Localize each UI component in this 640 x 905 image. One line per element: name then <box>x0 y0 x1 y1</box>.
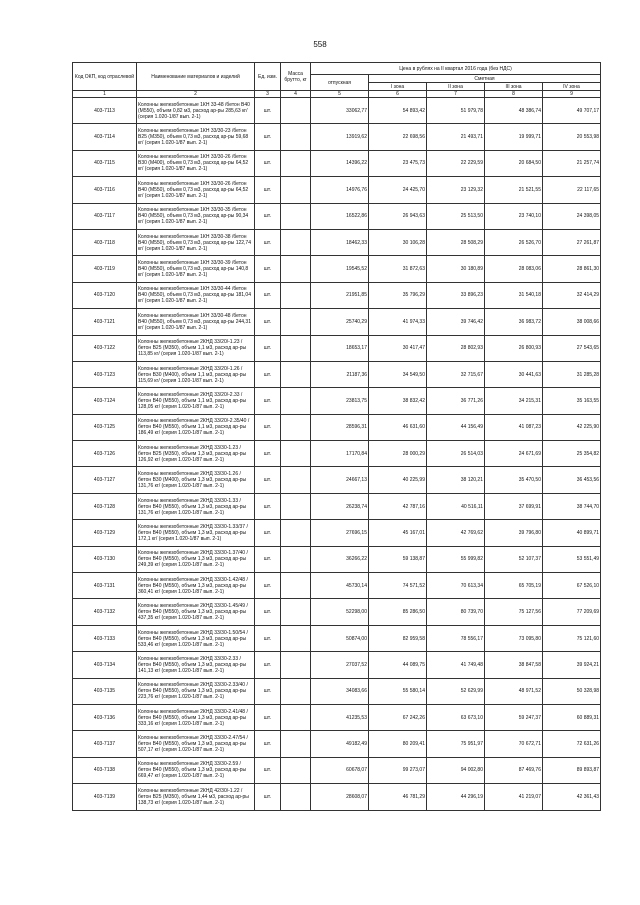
zone-4-price-cell: 36 453,56 <box>543 467 601 493</box>
unit-cell: шт. <box>255 625 281 651</box>
zone-3-price-cell: 28 083,06 <box>485 256 543 282</box>
material-name-cell: Колонны железобетонные 2КНД 33/30-2.33 /бетон В40 (М550), объем 1,3 м3, расход ар-ры 141,13 кг/ (серия 1.020-1/87 вып. 2-1) <box>137 652 255 678</box>
header-zone-1: I зона <box>369 83 427 91</box>
zone-3-price-cell: 48 971,52 <box>485 678 543 704</box>
material-name-cell: Колонны железобетонные 2КНД 33/30-1.33/37 /бетон В40 (М550), объем 1,3 м3, расход ар-ры 172,1 кг/ (серия 1.020-1/87 вып. 2-1) <box>137 520 255 546</box>
material-name-cell: Колонны железобетонные 1КН 33/30-38 /бетон В40 (М550), объем 0,73 м3, расход ар-ры 122,74 кг/ (серия 1.020-1/87 вып. 2-1) <box>137 229 255 255</box>
zone-1-price-cell: 59 138,87 <box>369 546 427 572</box>
material-name-cell: Колонны железобетонные 2КНД 33/30-1.50/54 /бетон В40 (М550), объем 1,3 м3, расход ар-ры 533,46 кг/ (серия 1.020-1/87 вып. 2-1) <box>137 625 255 651</box>
unit-cell: шт. <box>255 229 281 255</box>
price-table <box>72 62 601 811</box>
zone-4-price-cell: 28 861,30 <box>543 256 601 282</box>
zone-2-price-cell: 78 556,17 <box>427 625 485 651</box>
zone-4-price-cell: 24 398,05 <box>543 203 601 229</box>
zone-4-price-cell: 67 526,10 <box>543 573 601 599</box>
zone-4-price-cell: 42 361,43 <box>543 784 601 810</box>
unit-cell: шт. <box>255 678 281 704</box>
zone-1-price-cell: 85 286,50 <box>369 599 427 625</box>
table-row <box>73 388 601 414</box>
zone-1-price-cell: 46 781,29 <box>369 784 427 810</box>
zone-3-price-cell: 24 671,69 <box>485 441 543 467</box>
zone-1-price-cell: 28 000,29 <box>369 441 427 467</box>
zone-1-price-cell: 22 698,56 <box>369 124 427 150</box>
column-number: 8 <box>485 91 543 98</box>
zone-2-price-cell: 28 508,29 <box>427 229 485 255</box>
table-row <box>73 229 601 255</box>
okp-code-cell: 403-7130 <box>73 546 137 572</box>
zone-4-price-cell: 22 117,65 <box>543 177 601 203</box>
unit-cell: шт. <box>255 150 281 176</box>
material-name-cell: Колонны железобетонные 1КН 33/30-48 /бетон В40 (М550), объем 0,73 м3, расход ар-ры 244,31 кг/ (серия 1.020-1/87 вып. 2-1) <box>137 309 255 335</box>
header-price-title: Цена в рублях на II квартал 2016 года (без НДС) <box>311 63 601 75</box>
okp-code-cell: 403-7121 <box>73 309 137 335</box>
table-row <box>73 493 601 519</box>
zone-1-price-cell: 26 943,63 <box>369 203 427 229</box>
table-row <box>73 599 601 625</box>
material-name-cell: Колонны железобетонные 2КНД 33/20/-2.35/40 /бетон В40 (М550), объем 1,1 м3, расход ар-ры 186,49 кг/ (серия 1.020-1/87 вып. 2-1) <box>137 414 255 440</box>
header-zone-2: II зона <box>427 83 485 91</box>
release-price-cell: 45730,14 <box>311 573 369 599</box>
zone-2-price-cell: 33 896,23 <box>427 282 485 308</box>
material-name-cell: Колонны железобетонные 2КНД 33/20/-1.23 /бетон В25 (М350), объем 1,1 м3, расход ар-ры 113,85 кг/ (серия 1.020-1/87 вып. 2-1) <box>137 335 255 361</box>
mass-cell <box>281 441 311 467</box>
zone-3-price-cell: 39 796,80 <box>485 520 543 546</box>
header-mass: Масса брутто, кг <box>281 63 311 91</box>
okp-code-cell: 403-7127 <box>73 467 137 493</box>
zone-3-price-cell: 70 672,71 <box>485 731 543 757</box>
zone-1-price-cell: 35 796,29 <box>369 282 427 308</box>
release-price-cell: 41235,53 <box>311 704 369 730</box>
table-row <box>73 335 601 361</box>
zone-4-price-cell: 40 899,71 <box>543 520 601 546</box>
zone-3-price-cell: 26 526,70 <box>485 229 543 255</box>
table-row <box>73 309 601 335</box>
unit-cell: шт. <box>255 599 281 625</box>
mass-cell <box>281 388 311 414</box>
zone-1-price-cell: 55 580,14 <box>369 678 427 704</box>
okp-code-cell: 403-7137 <box>73 731 137 757</box>
mass-cell <box>281 546 311 572</box>
mass-cell <box>281 150 311 176</box>
zone-1-price-cell: 44 089,75 <box>369 652 427 678</box>
zone-1-price-cell: 30 106,28 <box>369 229 427 255</box>
zone-1-price-cell: 24 425,70 <box>369 177 427 203</box>
zone-4-price-cell: 39 924,21 <box>543 652 601 678</box>
table-row <box>73 361 601 387</box>
release-price-cell: 27696,15 <box>311 520 369 546</box>
page-number: 558 <box>313 40 327 49</box>
zone-2-price-cell: 22 229,59 <box>427 150 485 176</box>
unit-cell: шт. <box>255 177 281 203</box>
unit-cell: шт. <box>255 467 281 493</box>
release-price-cell: 34083,66 <box>311 678 369 704</box>
okp-code-cell: 403-7123 <box>73 361 137 387</box>
material-name-cell: Колонны железобетонные 1КН 33/30-35 /бетон В40 (М550), объем 0,73 м3, расход ар-ры 90,34 кг/ (серия 1.020-1/87 вып. 2-1) <box>137 203 255 229</box>
table-row <box>73 203 601 229</box>
zone-2-price-cell: 36 771,26 <box>427 388 485 414</box>
okp-code-cell: 403-7114 <box>73 124 137 150</box>
zone-2-price-cell: 44 156,49 <box>427 414 485 440</box>
release-price-cell: 16522,86 <box>311 203 369 229</box>
column-number: 3 <box>255 91 281 98</box>
mass-cell <box>281 731 311 757</box>
okp-code-cell: 403-7119 <box>73 256 137 282</box>
zone-2-price-cell: 94 002,80 <box>427 757 485 783</box>
mass-cell <box>281 625 311 651</box>
header-release: отпускная <box>311 75 369 91</box>
okp-code-cell: 403-7138 <box>73 757 137 783</box>
mass-cell <box>281 229 311 255</box>
okp-code-cell: 403-7120 <box>73 282 137 308</box>
mass-cell <box>281 335 311 361</box>
material-name-cell: Колонны железобетонные 2КНД 33/30-1.26 /бетон В30 (М400), объем 1,3 м3, расход ар-ры 131,76 кг/ (серия 1.020-1/87 вып. 2-1) <box>137 467 255 493</box>
release-price-cell: 18653,17 <box>311 335 369 361</box>
zone-3-price-cell: 23 740,10 <box>485 203 543 229</box>
okp-code-cell: 403-7126 <box>73 441 137 467</box>
zone-1-price-cell: 45 167,01 <box>369 520 427 546</box>
zone-3-price-cell: 20 684,50 <box>485 150 543 176</box>
release-price-cell: 52298,00 <box>311 599 369 625</box>
zone-2-price-cell: 52 629,99 <box>427 678 485 704</box>
release-price-cell: 60678,07 <box>311 757 369 783</box>
mass-cell <box>281 309 311 335</box>
release-price-cell: 21951,85 <box>311 282 369 308</box>
unit-cell: шт. <box>255 784 281 810</box>
okp-code-cell: 403-7134 <box>73 652 137 678</box>
release-price-cell: 14976,76 <box>311 177 369 203</box>
release-price-cell: 17170,84 <box>311 441 369 467</box>
okp-code-cell: 403-7133 <box>73 625 137 651</box>
unit-cell: шт. <box>255 757 281 783</box>
zone-1-price-cell: 67 242,26 <box>369 704 427 730</box>
zone-2-price-cell: 32 715,67 <box>427 361 485 387</box>
material-name-cell: Колонны железобетонные 2КНД 33/30-1.23 /бетон В25 (М350), объем 1,3 м3, расход ар-ры 126,92 кг/ (серия 1.020-1/87 вып. 2-1) <box>137 441 255 467</box>
unit-cell: шт. <box>255 203 281 229</box>
table-row <box>73 757 601 783</box>
zone-4-price-cell: 31 285,28 <box>543 361 601 387</box>
zone-4-price-cell: 53 551,49 <box>543 546 601 572</box>
zone-1-price-cell: 80 209,41 <box>369 731 427 757</box>
table-row <box>73 441 601 467</box>
mass-cell <box>281 784 311 810</box>
zone-1-price-cell: 23 475,73 <box>369 150 427 176</box>
release-price-cell: 13919,62 <box>311 124 369 150</box>
header-code: Код ОКП, код отраслевой <box>73 63 137 91</box>
table-row <box>73 784 601 810</box>
okp-code-cell: 403-7115 <box>73 150 137 176</box>
okp-code-cell: 403-7136 <box>73 704 137 730</box>
zone-2-price-cell: 40 516,11 <box>427 493 485 519</box>
zone-3-price-cell: 35 470,50 <box>485 467 543 493</box>
okp-code-cell: 403-7117 <box>73 203 137 229</box>
zone-1-price-cell: 54 893,42 <box>369 98 427 124</box>
zone-3-price-cell: 38 847,58 <box>485 652 543 678</box>
zone-1-price-cell: 31 872,63 <box>369 256 427 282</box>
zone-4-price-cell: 32 414,29 <box>543 282 601 308</box>
mass-cell <box>281 361 311 387</box>
material-name-cell: Колонны железобетонные 2КНД 33/30-1.45/49 /бетон В40 (М550), объем 1,3 м3, расход ар-ры 437,35 кг/ (серия 1.020-1/87 вып. 2-1) <box>137 599 255 625</box>
unit-cell: шт. <box>255 309 281 335</box>
zone-2-price-cell: 42 769,62 <box>427 520 485 546</box>
zone-2-price-cell: 55 999,82 <box>427 546 485 572</box>
zone-2-price-cell: 28 802,93 <box>427 335 485 361</box>
mass-cell <box>281 493 311 519</box>
zone-4-price-cell: 72 631,26 <box>543 731 601 757</box>
okp-code-cell: 403-7124 <box>73 388 137 414</box>
zone-4-price-cell: 25 354,82 <box>543 441 601 467</box>
table-row <box>73 573 601 599</box>
mass-cell <box>281 573 311 599</box>
material-name-cell: Колонны железобетонные 1КН 33/30-44 /бетон В40 (М550), объем 0,73 м3, расход ар-ры 181,04 кг/ (серия 1.020-1/87 вып. 2-1) <box>137 282 255 308</box>
zone-2-price-cell: 39 746,42 <box>427 309 485 335</box>
zone-3-price-cell: 52 107,37 <box>485 546 543 572</box>
unit-cell: шт. <box>255 493 281 519</box>
column-number: 1 <box>73 91 137 98</box>
release-price-cell: 25740,29 <box>311 309 369 335</box>
material-name-cell: Колонны железобетонные 1КН 33/30-39 /бетон В40 (М550), объем 0,73 м3, расход ар-ры 140,8 кг/ (серия 1.020-1/87 вып. 2-1) <box>137 256 255 282</box>
mass-cell <box>281 256 311 282</box>
okp-code-cell: 403-7128 <box>73 493 137 519</box>
zone-3-price-cell: 37 699,91 <box>485 493 543 519</box>
material-name-cell: Колонны железобетонные 2КНД 33/30-1.33 /бетон В40 (М550), объем 1,3 м3, расход ар-ры 131,76 кг/ (серия 1.020-1/87 вып. 2-1) <box>137 493 255 519</box>
unit-cell: шт. <box>255 256 281 282</box>
zone-3-price-cell: 30 441,63 <box>485 361 543 387</box>
column-number: 2 <box>137 91 255 98</box>
zone-3-price-cell: 41 087,23 <box>485 414 543 440</box>
column-number: 9 <box>543 91 601 98</box>
zone-4-price-cell: 38 744,70 <box>543 493 601 519</box>
unit-cell: шт. <box>255 282 281 308</box>
mass-cell <box>281 177 311 203</box>
mass-cell <box>281 757 311 783</box>
release-price-cell: 21187,36 <box>311 361 369 387</box>
material-name-cell: Колонны железобетонные 2КНД 33/30-1.37/40 /бетон В40 (М550), объем 1,3 м3, расход ар-ры 249,39 кг/ (серия 1.020-1/87 вып. 2-1) <box>137 546 255 572</box>
material-name-cell: Колонны железобетонные 1КН 33/30-26 /бетон В30 (М400), объем 0,73 м3, расход ар-ры 64,52 кг/ (серия 1.020-1/87 вып. 2-1) <box>137 150 255 176</box>
zone-1-price-cell: 40 225,99 <box>369 467 427 493</box>
zone-3-price-cell: 41 219,07 <box>485 784 543 810</box>
zone-2-price-cell: 21 493,71 <box>427 124 485 150</box>
table-row <box>73 124 601 150</box>
zone-3-price-cell: 26 800,93 <box>485 335 543 361</box>
table-row <box>73 150 601 176</box>
zone-4-price-cell: 49 707,17 <box>543 98 601 124</box>
table-row <box>73 520 601 546</box>
release-price-cell: 24667,13 <box>311 467 369 493</box>
release-price-cell: 26238,74 <box>311 493 369 519</box>
unit-cell: шт. <box>255 441 281 467</box>
table-row <box>73 678 601 704</box>
header-estimated: Сметная <box>369 75 601 83</box>
header-zone-3: III зона <box>485 83 543 91</box>
column-number-row <box>73 91 601 98</box>
release-price-cell: 23813,75 <box>311 388 369 414</box>
table-row <box>73 467 601 493</box>
zone-4-price-cell: 27 261,87 <box>543 229 601 255</box>
material-name-cell: Колонны железобетонные 2КНД 33/30-1.42/48 /бетон В40 (М550), объем 1,3 м3, расход ар-ры 360,41 кг/ (серия 1.020-1/87 вып. 2-1) <box>137 573 255 599</box>
header-unit: Ед. изм. <box>255 63 281 91</box>
material-name-cell: Колонны железобетонные 2КНД 33/20/-1.26 /бетон В30 (М400), объем 1,1 м3, расход ар-ры 115,69 кг/ (серия 1.020-1/87 вып. 2-1) <box>137 361 255 387</box>
zone-4-price-cell: 89 893,87 <box>543 757 601 783</box>
release-price-cell: 36266,22 <box>311 546 369 572</box>
table-row <box>73 731 601 757</box>
zone-1-price-cell: 99 273,07 <box>369 757 427 783</box>
unit-cell: шт. <box>255 414 281 440</box>
zone-3-price-cell: 73 095,80 <box>485 625 543 651</box>
zone-2-price-cell: 80 739,70 <box>427 599 485 625</box>
unit-cell: шт. <box>255 388 281 414</box>
release-price-cell: 14396,22 <box>311 150 369 176</box>
zone-4-price-cell: 21 257,74 <box>543 150 601 176</box>
zone-2-price-cell: 75 951,97 <box>427 731 485 757</box>
material-name-cell: Колонны железобетонные 1КН 33-48 /бетон В40 (М550), объем 0,82 м3, расход ар-ры 285,63 кг/ (серия 1.020-1/87 вып. 2-1) <box>137 98 255 124</box>
zone-3-price-cell: 65 705,19 <box>485 573 543 599</box>
zone-2-price-cell: 44 296,19 <box>427 784 485 810</box>
zone-1-price-cell: 41 974,33 <box>369 309 427 335</box>
okp-code-cell: 403-7113 <box>73 98 137 124</box>
unit-cell: шт. <box>255 704 281 730</box>
material-name-cell: Колонны железобетонные 1КН 33/30-26 /бетон В40 (М550), объем 0,73 м3, расход ар-ры 64,52 кг/ (серия 1.020-1/87 вып. 2-1) <box>137 177 255 203</box>
unit-cell: шт. <box>255 546 281 572</box>
mass-cell <box>281 467 311 493</box>
zone-4-price-cell: 35 163,55 <box>543 388 601 414</box>
unit-cell: шт. <box>255 361 281 387</box>
mass-cell <box>281 98 311 124</box>
mass-cell <box>281 124 311 150</box>
table-row <box>73 704 601 730</box>
table-row <box>73 625 601 651</box>
unit-cell: шт. <box>255 731 281 757</box>
mass-cell <box>281 282 311 308</box>
zone-2-price-cell: 63 673,10 <box>427 704 485 730</box>
mass-cell <box>281 652 311 678</box>
zone-3-price-cell: 59 247,37 <box>485 704 543 730</box>
zone-3-price-cell: 48 386,74 <box>485 98 543 124</box>
zone-1-price-cell: 46 631,60 <box>369 414 427 440</box>
material-name-cell: Колонны железобетонные 2КНД 33/30-2.33/40 /бетон В40 (М550), объем 1,3 м3, расход ар-ры 223,76 кг/ (серия 1.020-1/87 вып. 2-1) <box>137 678 255 704</box>
column-number: 4 <box>281 91 311 98</box>
table-row <box>73 546 601 572</box>
release-price-cell: 18462,33 <box>311 229 369 255</box>
zone-3-price-cell: 34 215,31 <box>485 388 543 414</box>
mass-cell <box>281 678 311 704</box>
release-price-cell: 27037,52 <box>311 652 369 678</box>
unit-cell: шт. <box>255 98 281 124</box>
column-number: 5 <box>311 91 369 98</box>
column-number: 7 <box>427 91 485 98</box>
zone-4-price-cell: 77 209,69 <box>543 599 601 625</box>
release-price-cell: 33062,77 <box>311 98 369 124</box>
zone-2-price-cell: 38 120,21 <box>427 467 485 493</box>
zone-3-price-cell: 19 999,71 <box>485 124 543 150</box>
zone-3-price-cell: 21 521,55 <box>485 177 543 203</box>
table-row <box>73 652 601 678</box>
okp-code-cell: 403-7125 <box>73 414 137 440</box>
zone-4-price-cell: 60 889,31 <box>543 704 601 730</box>
zone-4-price-cell: 27 543,65 <box>543 335 601 361</box>
unit-cell: шт. <box>255 520 281 546</box>
okp-code-cell: 403-7118 <box>73 229 137 255</box>
zone-2-price-cell: 23 129,32 <box>427 177 485 203</box>
zone-4-price-cell: 50 328,98 <box>543 678 601 704</box>
material-name-cell: Колонны железобетонные 2КНД 33/30-2.41/48 /бетон В40 (М550), объем 1,3 м3, расход ар-ры 333,16 кг/ (серия 1.020-1/87 вып. 2-1) <box>137 704 255 730</box>
table-row <box>73 414 601 440</box>
okp-code-cell: 403-7131 <box>73 573 137 599</box>
zone-4-price-cell: 75 121,60 <box>543 625 601 651</box>
zone-3-price-cell: 87 469,76 <box>485 757 543 783</box>
unit-cell: шт. <box>255 573 281 599</box>
mass-cell <box>281 203 311 229</box>
release-price-cell: 28596,31 <box>311 414 369 440</box>
column-number: 6 <box>369 91 427 98</box>
zone-1-price-cell: 34 549,50 <box>369 361 427 387</box>
zone-4-price-cell: 20 553,98 <box>543 124 601 150</box>
zone-1-price-cell: 82 959,58 <box>369 625 427 651</box>
mass-cell <box>281 414 311 440</box>
okp-code-cell: 403-7122 <box>73 335 137 361</box>
unit-cell: шт. <box>255 652 281 678</box>
table-row <box>73 282 601 308</box>
unit-cell: шт. <box>255 124 281 150</box>
zone-1-price-cell: 74 571,52 <box>369 573 427 599</box>
material-name-cell: Колонны железобетонные 2КНД 33/30-2.47/54 /бетон В40 (М550), объем 1,3 м3, расход ар-ры 507,17 кг/ (серия 1.020-1/87 вып. 2-1) <box>137 731 255 757</box>
zone-2-price-cell: 51 979,78 <box>427 98 485 124</box>
mass-cell <box>281 704 311 730</box>
zone-3-price-cell: 31 540,18 <box>485 282 543 308</box>
zone-2-price-cell: 25 513,50 <box>427 203 485 229</box>
material-name-cell: Колонны железобетонные 2КНД 33/20/-2.33 /бетон В40 (М550), объем 1,1 м3, расход ар-ры 128,05 кг/ (серия 1.020-1/87 вып. 2-1) <box>137 388 255 414</box>
release-price-cell: 19545,52 <box>311 256 369 282</box>
zone-1-price-cell: 30 417,47 <box>369 335 427 361</box>
okp-code-cell: 403-7135 <box>73 678 137 704</box>
release-price-cell: 49182,49 <box>311 731 369 757</box>
unit-cell: шт. <box>255 335 281 361</box>
zone-3-price-cell: 75 127,56 <box>485 599 543 625</box>
material-name-cell: Колонны железобетонные 2КНД 42/30/-1.22 /бетон В25 (М350), объем 1,44 м3, расход ар-ры 138,73 кг/ (серия 1.020-1/87 вып. 2-1) <box>137 784 255 810</box>
okp-code-cell: 403-7132 <box>73 599 137 625</box>
zone-4-price-cell: 42 225,90 <box>543 414 601 440</box>
table-row <box>73 177 601 203</box>
okp-code-cell: 403-7129 <box>73 520 137 546</box>
zone-3-price-cell: 36 983,72 <box>485 309 543 335</box>
zone-4-price-cell: 38 008,66 <box>543 309 601 335</box>
table-row <box>73 256 601 282</box>
table-row <box>73 98 601 124</box>
okp-code-cell: 403-7139 <box>73 784 137 810</box>
zone-1-price-cell: 42 787,16 <box>369 493 427 519</box>
zone-2-price-cell: 41 749,48 <box>427 652 485 678</box>
material-name-cell: Колонны железобетонные 1КН 33/30-23 /бетон В25 (М350), объем 0,73 м3, расход ар-ры 59,68 кг/ (серия 1.020-1/87 вып. 2-1) <box>137 124 255 150</box>
header-name: Наименование материалов и изделий <box>137 63 255 91</box>
table-body <box>73 98 601 811</box>
release-price-cell: 50874,00 <box>311 625 369 651</box>
zone-2-price-cell: 30 180,89 <box>427 256 485 282</box>
zone-2-price-cell: 26 514,03 <box>427 441 485 467</box>
header-zone-4: IV зона <box>543 83 601 91</box>
mass-cell <box>281 520 311 546</box>
okp-code-cell: 403-7116 <box>73 177 137 203</box>
material-name-cell: Колонны железобетонные 2КНД 33/30-2.59 /бетон В40 (М550), объем 1,3 м3, расход ар-ры 669,47 кг/ (серия 1.020-1/87 вып. 2-1) <box>137 757 255 783</box>
zone-2-price-cell: 70 613,34 <box>427 573 485 599</box>
release-price-cell: 28608,07 <box>311 784 369 810</box>
mass-cell <box>281 599 311 625</box>
zone-1-price-cell: 38 832,42 <box>369 388 427 414</box>
